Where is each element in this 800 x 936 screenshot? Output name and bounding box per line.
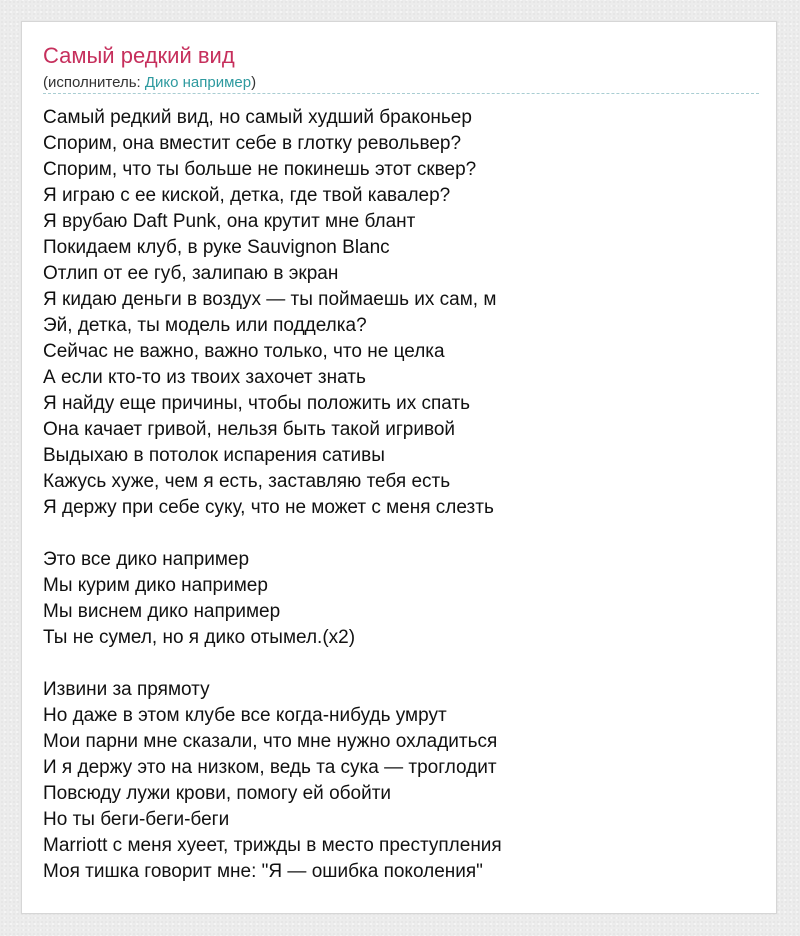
artist-line [43,73,256,93]
artist-prefix: (исполнитель: [43,74,145,91]
lyric-line: Мы виснем дико например [43,601,281,622]
lyric-line: Она качает гривой, нельзя быть такой игривой [43,419,456,440]
title-divider [43,93,759,94]
lyric-line: Мы курим дико например [43,575,268,596]
lyric-line: Самый редкий вид, но самый худший браконьер [43,107,472,128]
stanza-gap [43,651,759,677]
lyric-line: Извини за прямоту [43,679,210,700]
lyric-line: Покидаем клуб, в руке Sauvignon Blanc [43,237,390,258]
lyric-line: Я играю с ее киской, детка, где твой кавалер? [43,185,451,206]
lyric-line: Моя тишка говорит мне: "Я — ошибка поколения" [43,861,483,882]
lyric-line: Я найду еще причины, чтобы положить их спать [43,393,471,414]
lyric-line: Повсюду лужи крови, помогу ей обойти [43,783,392,804]
lyric-line: Спорим, что ты больше не покинешь этот сквер? [43,159,477,180]
lyric-line: Эй, детка, ты модель или подделка? [43,315,367,336]
lyrics-text [43,105,759,885]
lyric-line: А если кто-то из твоих захочет знать [43,367,366,388]
artist-link[interactable]: Дико например [144,74,252,91]
lyric-line: Но даже в этом клубе все когда-нибудь умрут [43,705,447,726]
lyric-line: Мои парни мне сказали, что мне нужно охладиться [43,731,498,752]
song-title: Самый редкий вид [43,43,235,68]
lyric-line: Выдыхаю в потолок испарения сативы [43,445,385,466]
lyric-line: Я кидаю деньги в воздух — ты поймаешь их сам, м [43,289,497,310]
artist-suffix: ) [251,74,257,91]
lyric-line: Спорим, она вместит себе в глотку револьвер? [43,133,462,154]
lyric-line: Сейчас не важно, важно только, что не целка [43,341,445,362]
lyric-line: Это все дико например [43,549,250,570]
lyric-line: И я держу это на низком, ведь та сука — троглодит [43,757,497,778]
lyric-line: Я держу при себе суку, что не может с меня слезть [43,497,494,518]
lyric-line: Но ты беги-беги-беги [43,809,230,830]
lyrics-card [21,21,777,914]
lyric-line: Ты не сумел, но я дико отымел.(x2) [43,627,356,648]
lyric-line: Marriott с меня хуеет, трижды в место преступления [43,835,502,856]
lyric-line: Я врубаю Daft Punk, она крутит мне блант [43,211,416,232]
stanza-gap [43,521,759,547]
lyric-line: Кажусь хуже, чем я есть, заставляю тебя есть [43,471,451,492]
lyric-line: Отлип от ее губ, залипаю в экран [43,263,339,284]
